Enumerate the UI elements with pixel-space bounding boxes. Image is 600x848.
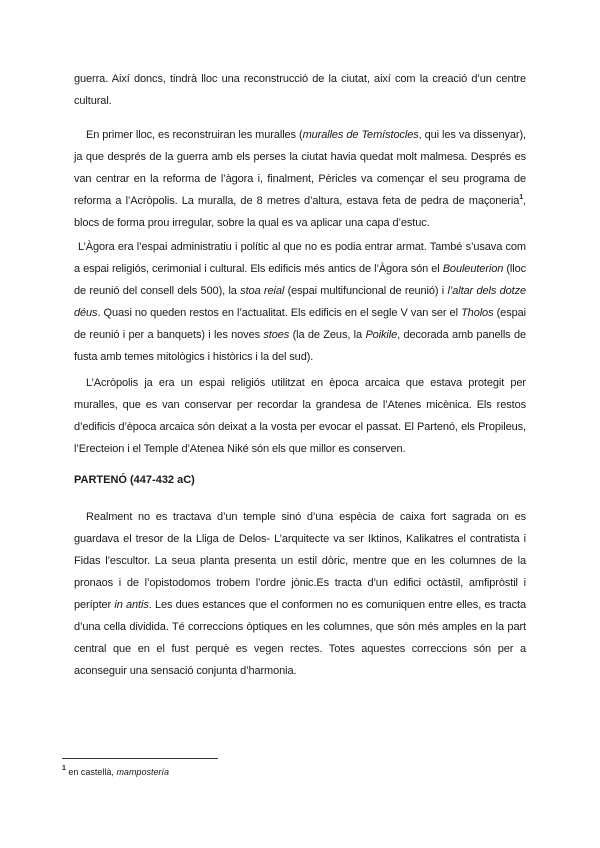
section-heading: PARTENÓ (447-432 aC): [74, 474, 195, 486]
agora-italic-bouleuterion: Bouleuterion: [442, 263, 504, 275]
footnote: [62, 765, 169, 779]
footnote-text: en castellà,: [65, 767, 117, 777]
agora-italic-stoa: stoa reial: [240, 285, 285, 297]
paragraph-agora: [74, 236, 526, 368]
agora-text-7: , decorada amb panells de fusta amb temes mitològics i històrics i la del sud).: [74, 329, 526, 363]
walls-text-1: En primer lloc, es reconstruiran les muralles (: [86, 129, 303, 141]
parthenon-text-1: Realment no es tractava d’un temple sinó d’una espècia de caixa fort sagrada on es guardava el tresor de la Lliga de Delos- L’arquitecte va ser Iktinos, Kalikatres el contratista i Fidas l’escultor. La seua planta presenta un estil dòric, mentre que en les columnes de la pronaos i de l’opistodomos trobem l’ordre jònic.Es tracta d’un edifici octàstil, amfipròstil i perípter: [74, 511, 526, 611]
footnote-italic-term: mampostería: [116, 767, 169, 777]
agora-text-3: (espai multifuncional de reunió) i: [284, 285, 448, 297]
agora-italic-altar: l’altar dels dotze déus: [74, 285, 527, 319]
agora-text-4: . Quasi no queden restos en l’actualitat. Els edificis en el segle V van ser el: [97, 307, 462, 319]
agora-text-1: L’Àgora era l’espai administratiu i polític al que no es podia entrar armat. També s’usava com a espai religiós, cerimonial i cultural. Els edificis més antics de l’Àgora són el: [74, 241, 526, 275]
paragraph-acropolis: [74, 372, 526, 460]
paragraph-walls: [74, 124, 526, 234]
agora-text-5: (espai de reunió i per a banquets) i les noves: [74, 307, 526, 341]
parthenon-italic-term: in antis: [114, 599, 149, 611]
walls-text-3: , blocs de forma prou irregular, sobre la qual es va aplicar una capa d’estuc.: [74, 195, 526, 229]
walls-italic-term: muralles de Temístocles: [302, 129, 419, 141]
paragraph-acropolis-text: L’Acròpolis ja era un espai religiós utilitzat en època arcaica que estava protegit per muralles, que es van conservar per recordar la grandesa de l’Atenes micènica. Els restos d’edificis d’època arcaica són deixat a la vosta per evocar el passat. El Partenó, els Propileus, l’Erecteion i el Temple d’Atenea Niké són els que millor es conserven.: [74, 377, 526, 455]
parthenon-text-2: . Les dues estances que el conformen no es comuniquen entre elles, es tracta d’una cella dividida. Té correccions òptiques en les columnes, que són més amples en la part central que en el fust perquè es vegen rectes. Totes aquestes correccions són per a aconseguir una sensació conjunta d’harmonia.: [74, 599, 526, 677]
footnote-divider: [62, 758, 218, 759]
agora-text-2: (lloc de reunió del consell dels 500), la: [74, 263, 527, 297]
agora-italic-stoes: stoes: [263, 329, 290, 341]
walls-text-2: , qui les va dissenyar), ja que després de la guerra amb els perses la ciutat havia quedat molt malmesa. Després es van centrar en la reforma de l’àgora i, finalment, Pèricles va començar el seu programa de reforma a l’Acròpolis. La muralla, de 8 metres d’altura, estava feta de pedra de maçoneria: [74, 129, 526, 207]
agora-italic-poikile: Poikile: [365, 329, 398, 341]
agora-italic-tholos: Tholos: [461, 307, 494, 319]
agora-text-6: (la de Zeus, la: [289, 329, 366, 341]
paragraph-intro: [74, 68, 526, 112]
footnote-reference[interactable]: 1: [519, 194, 524, 201]
paragraph-intro-text: guerra. Així doncs, tindrà lloc una reconstrucció de la ciutat, així com la creació d’un centre cultural.: [74, 73, 526, 107]
footnote-mark: 1: [62, 765, 66, 772]
paragraph-parthenon: [74, 506, 526, 682]
